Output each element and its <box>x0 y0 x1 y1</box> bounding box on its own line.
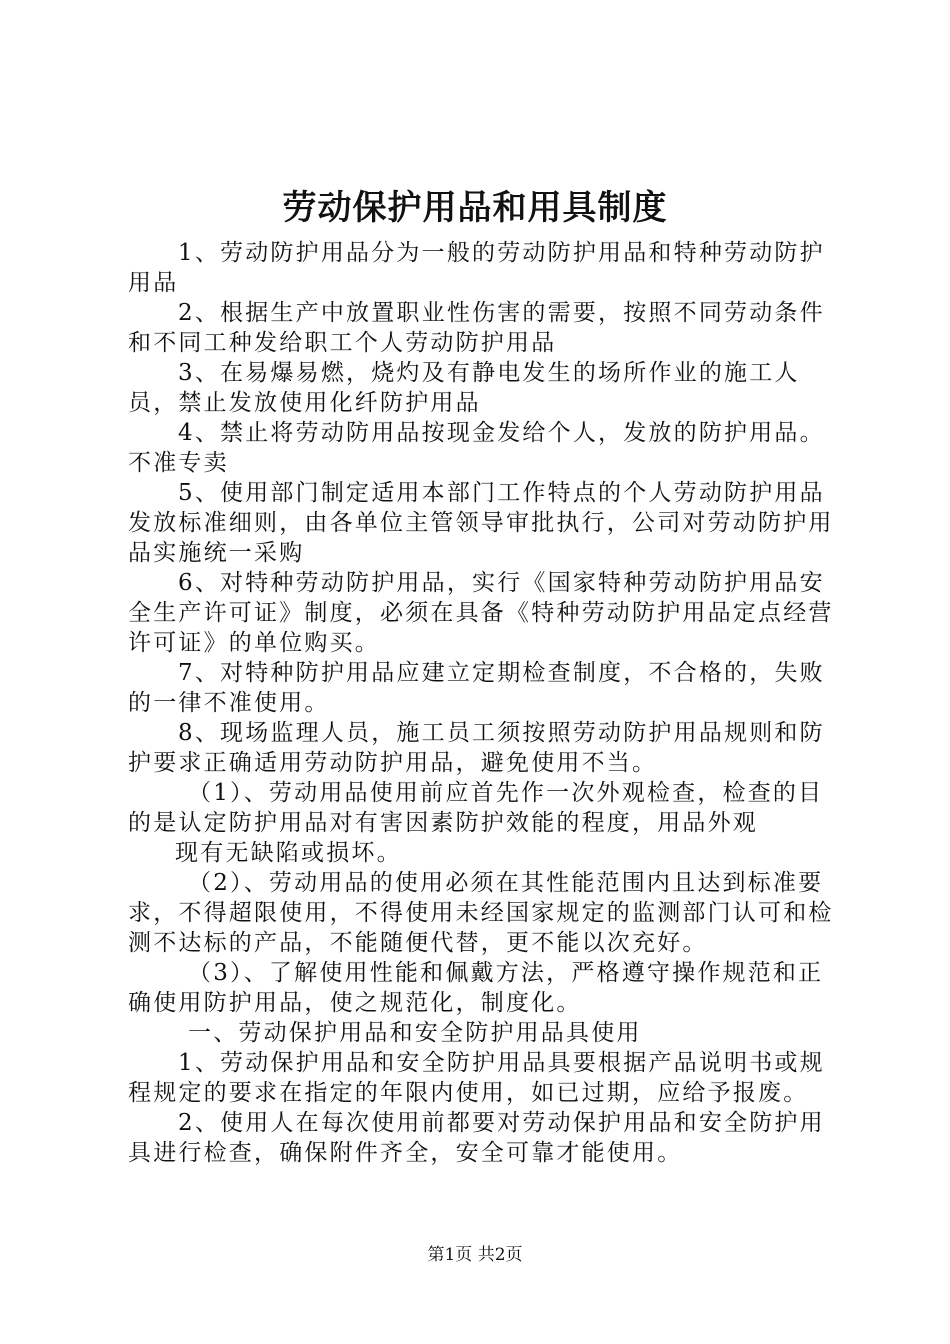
paragraph-4: 4、禁止将劳动防用品按现金发给个人，发放的防护用品。不准专卖 <box>128 420 825 476</box>
paragraph-3: 3、在易爆易燃，烧灼及有静电发生的场所作业的施工人员，禁止发放使用化纤防护用品 <box>128 360 800 416</box>
section-heading: 一、劳动保护用品和安全防护用品具使用 <box>188 1020 642 1046</box>
paragraph-5: 5、使用部门制定适用本部门工作特点的个人劳动防护用品发放标准细则，由各单位主管领导审批执行，公司对劳动防护用品实施统一采购 <box>128 480 834 566</box>
sub-item-1: （1）、劳动用品使用前应首先作一次外观检查，检查的目的是认定防护用品对有害因素防护效能的程度，用品外观 <box>128 780 824 836</box>
document-title: 劳动保护用品和用具制度 <box>282 188 668 228</box>
document-body <box>128 238 835 1168</box>
paragraph-8: 8、现场监理人员，施工员工须按照劳动防护用品规则和防护要求正确适用劳动防护用品，避免使用不当。 <box>128 720 825 776</box>
sub-item-1-continuation: 现有无缺陷或损坏。 <box>175 840 402 866</box>
sub-item-2: （2）、劳动用品的使用必须在其性能范围内且达到标准要求，不得超限使用，不得使用未经国家规定的监测部门认可和检测不达标的产品，不能随便代替，更不能以次充好。 <box>128 870 834 956</box>
paragraph-2: 2、根据生产中放置职业性伤害的需要，按照不同劳动条件和不同工种发给职工个人劳动防护用品 <box>128 300 825 356</box>
section-paragraph-2: 2、使用人在每次使用前都要对劳动保护用品和安全防护用具进行检查，确保附件齐全，安全可靠才能使用。 <box>128 1110 825 1166</box>
page-footer: 第1页 共2页 <box>427 1245 523 1265</box>
section-paragraph-1: 1、劳动保护用品和安全防护用品具要根据产品说明书或规程规定的要求在指定的年限内使用，如已过期，应给予报废。 <box>128 1050 825 1106</box>
sub-item-3: （3）、了解使用性能和佩戴方法，严格遵守操作规范和正确使用防护用品，使之规范化，制度化。 <box>128 960 824 1016</box>
paragraph-1: 1、劳动防护用品分为一般的劳动防护用品和特种劳动防护用品 <box>128 240 825 296</box>
paragraph-6: 6、对特种劳动防护用品，实行《国家特种劳动防护用品安全生产许可证》制度，必须在具备《特种劳动防护用品定点经营许可证》的单位购买。 <box>128 570 834 656</box>
paragraph-7: 7、对特种防护用品应建立定期检查制度，不合格的，失败的一律不准使用。 <box>128 660 825 716</box>
